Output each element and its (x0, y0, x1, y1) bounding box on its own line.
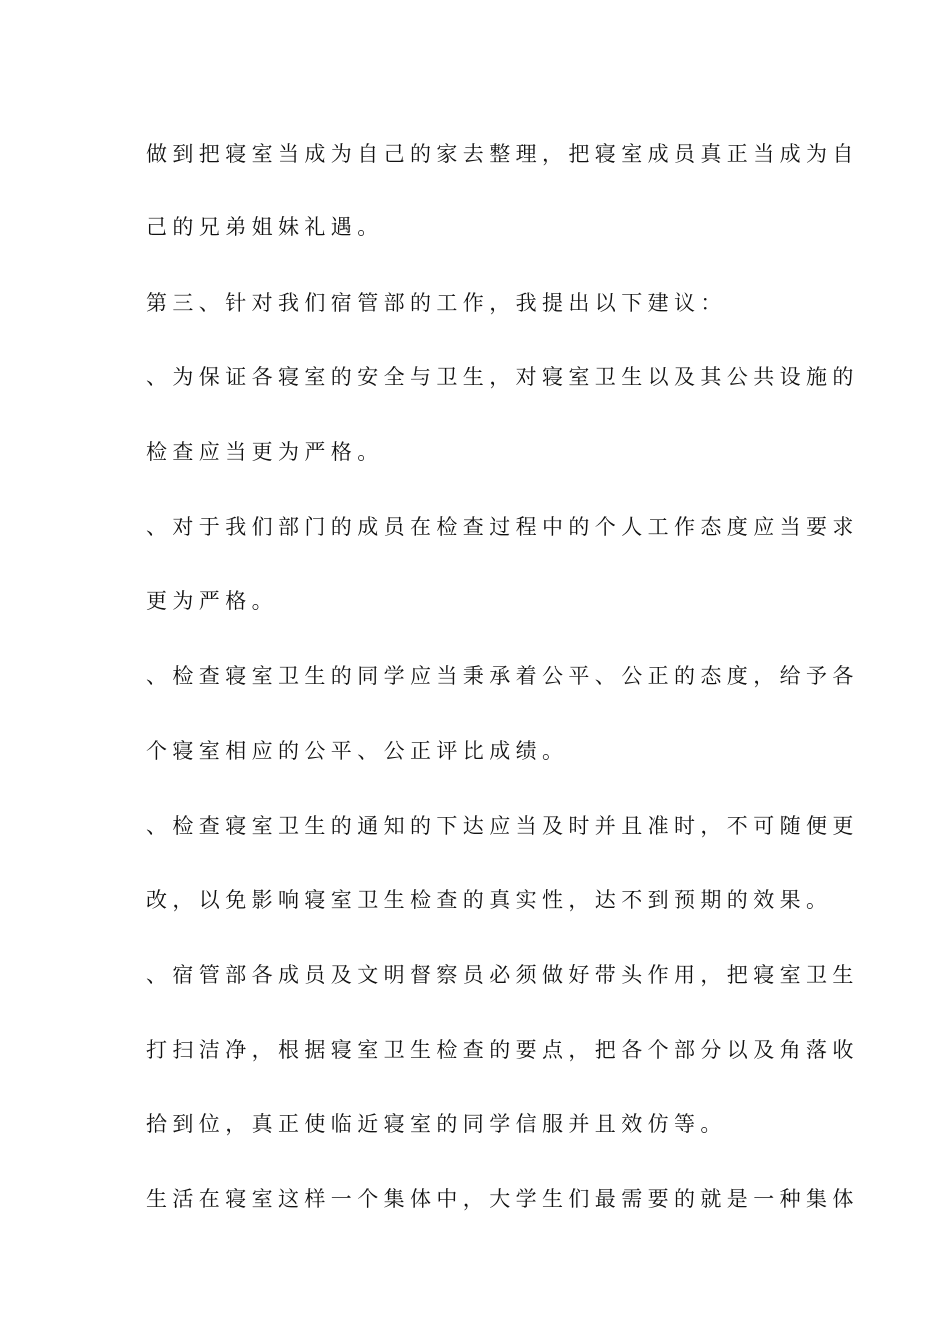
text-line: 第三、针对我们宿管部的工作，我提出以下建议： (146, 291, 727, 315)
text-line: 个寝室相应的公平、公正评比成绩。 (146, 739, 569, 763)
text-line: 更为严格。 (146, 589, 278, 613)
text-line: 检查应当更为严格。 (146, 440, 384, 464)
text-line: 、宿管部各成员及文明督察员必须做好带头作用，把寝室卫生 (146, 963, 859, 987)
text-line: 生活在寝室这样一个集体中，大学生们最需要的就是一种集体 (146, 1187, 859, 1211)
text-line: 己的兄弟姐妹礼遇。 (146, 215, 384, 239)
text-line: 、检查寝室卫生的同学应当秉承着公平、公正的态度，给予各 (146, 664, 859, 688)
text-line: 、对于我们部门的成员在检查过程中的个人工作态度应当要求 (146, 515, 859, 539)
text-line: 改，以免影响寝室卫生检查的真实性，达不到预期的效果。 (146, 888, 833, 912)
text-line: 、检查寝室卫生的通知的下达应当及时并且准时，不可随便更 (146, 814, 859, 838)
text-line: 打扫洁净，根据寝室卫生检查的要点，把各个部分以及角落收 (146, 1038, 859, 1062)
text-line: 拾到位，真正使临近寝室的同学信服并且效仿等。 (146, 1112, 727, 1136)
text-line: 做到把寝室当成为自己的家去整理，把寝室成员真正当成为自 (146, 142, 859, 166)
text-line: 、为保证各寝室的安全与卫生，对寝室卫生以及其公共设施的 (146, 365, 859, 389)
